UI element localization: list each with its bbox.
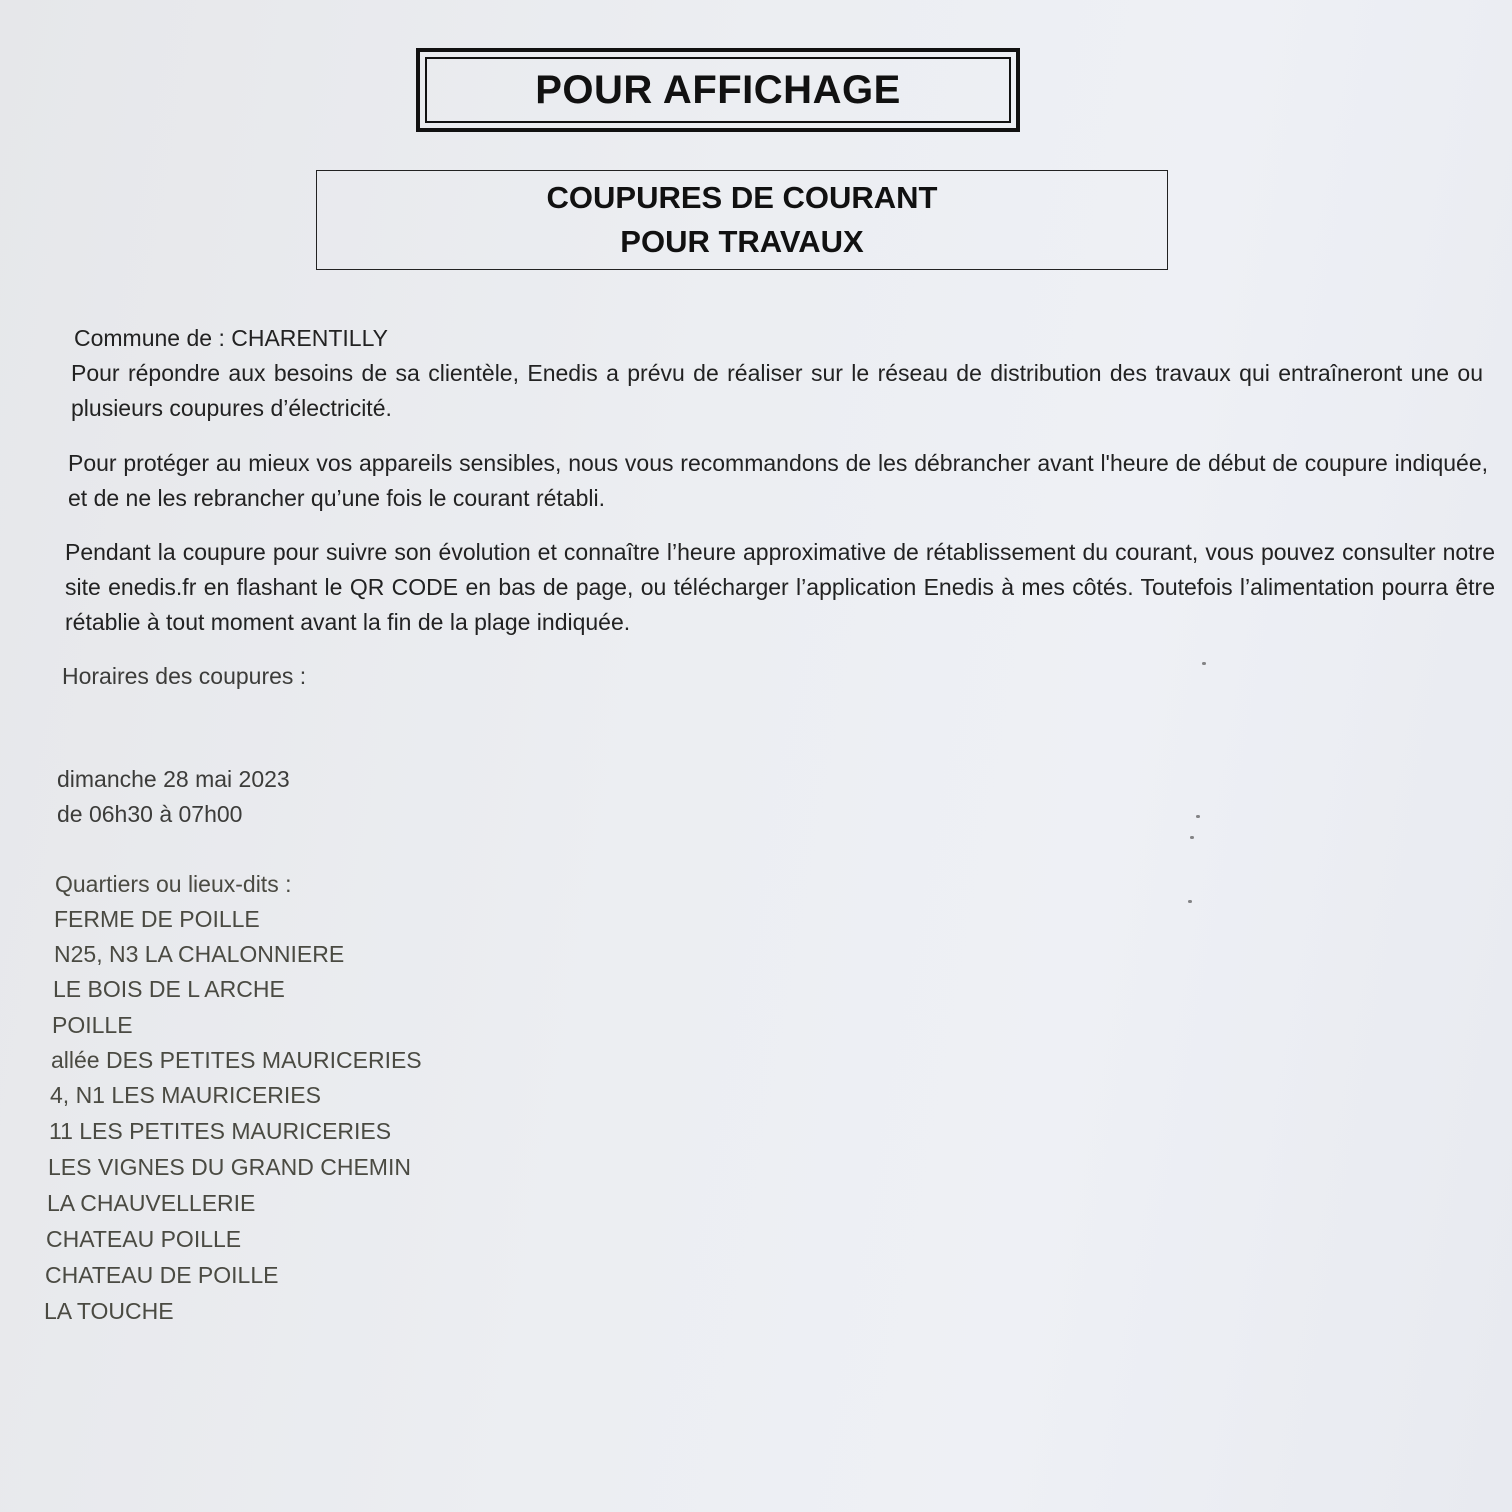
- subtitle-box: [316, 170, 1168, 270]
- locations-heading: Quartiers ou lieux-dits :: [55, 871, 292, 897]
- location-item: CHATEAU DE POILLE: [45, 1262, 279, 1288]
- location-item: POILLE: [52, 1012, 133, 1038]
- location-item: FERME DE POILLE: [54, 906, 260, 932]
- paper-speck: [1190, 836, 1194, 839]
- location-item: LE BOIS DE L ARCHE: [53, 976, 285, 1002]
- schedule-heading: Horaires des coupures :: [62, 663, 307, 689]
- paragraph-3: Pendant la coupure pour suivre son évolution et connaître l’heure approximative de rétablissement du courant, vous pouvez consulter notre site enedis.fr en flashant le QR CODE en bas de page, ou télécharger l’application Enedis à mes côtés. Toutefois l’alimentation pourra être rétablie à tout moment avant la fin de la plage indiquée.: [65, 539, 1495, 635]
- schedule-time: de 06h30 à 07h00: [57, 801, 243, 827]
- banner-inner-frame: [425, 57, 1011, 123]
- location-item: 4, N1 LES MAURICERIES: [50, 1082, 321, 1108]
- commune-line: Commune de : CHARENTILLY: [74, 325, 389, 351]
- banner-frame: [416, 48, 1020, 132]
- paper-speck: [1196, 815, 1200, 818]
- banner-title: POUR AFFICHAGE: [535, 67, 901, 112]
- location-item: LA TOUCHE: [44, 1298, 174, 1324]
- location-item: LA CHAUVELLERIE: [47, 1190, 256, 1216]
- paragraph-1: Pour répondre aux besoins de sa clientèle, Enedis a prévu de réaliser sur le réseau de distribution des travaux qui entraîneront une ou plusieurs coupures d’électricité.: [71, 360, 1483, 421]
- location-item: 11 LES PETITES MAURICERIES: [49, 1118, 392, 1144]
- location-item: allée DES PETITES MAURICERIES: [51, 1047, 422, 1073]
- subtitle-line-1: COUPURES DE COURANT: [546, 180, 938, 215]
- location-item: LES VIGNES DU GRAND CHEMIN: [48, 1154, 411, 1180]
- schedule-date: dimanche 28 mai 2023: [57, 766, 290, 792]
- location-item: N25, N3 LA CHALONNIERE: [54, 941, 345, 967]
- subtitle-line-2: POUR TRAVAUX: [620, 224, 864, 259]
- paper-speck: [1188, 900, 1192, 903]
- paragraph-2: Pour protéger au mieux vos appareils sensibles, nous vous recommandons de les débrancher avant l'heure de début de coupure indiquée, et de ne les rebrancher qu’une fois le courant rétabli.: [68, 450, 1488, 511]
- location-item: CHATEAU POILLE: [46, 1226, 242, 1252]
- paper-speck: [1202, 662, 1206, 665]
